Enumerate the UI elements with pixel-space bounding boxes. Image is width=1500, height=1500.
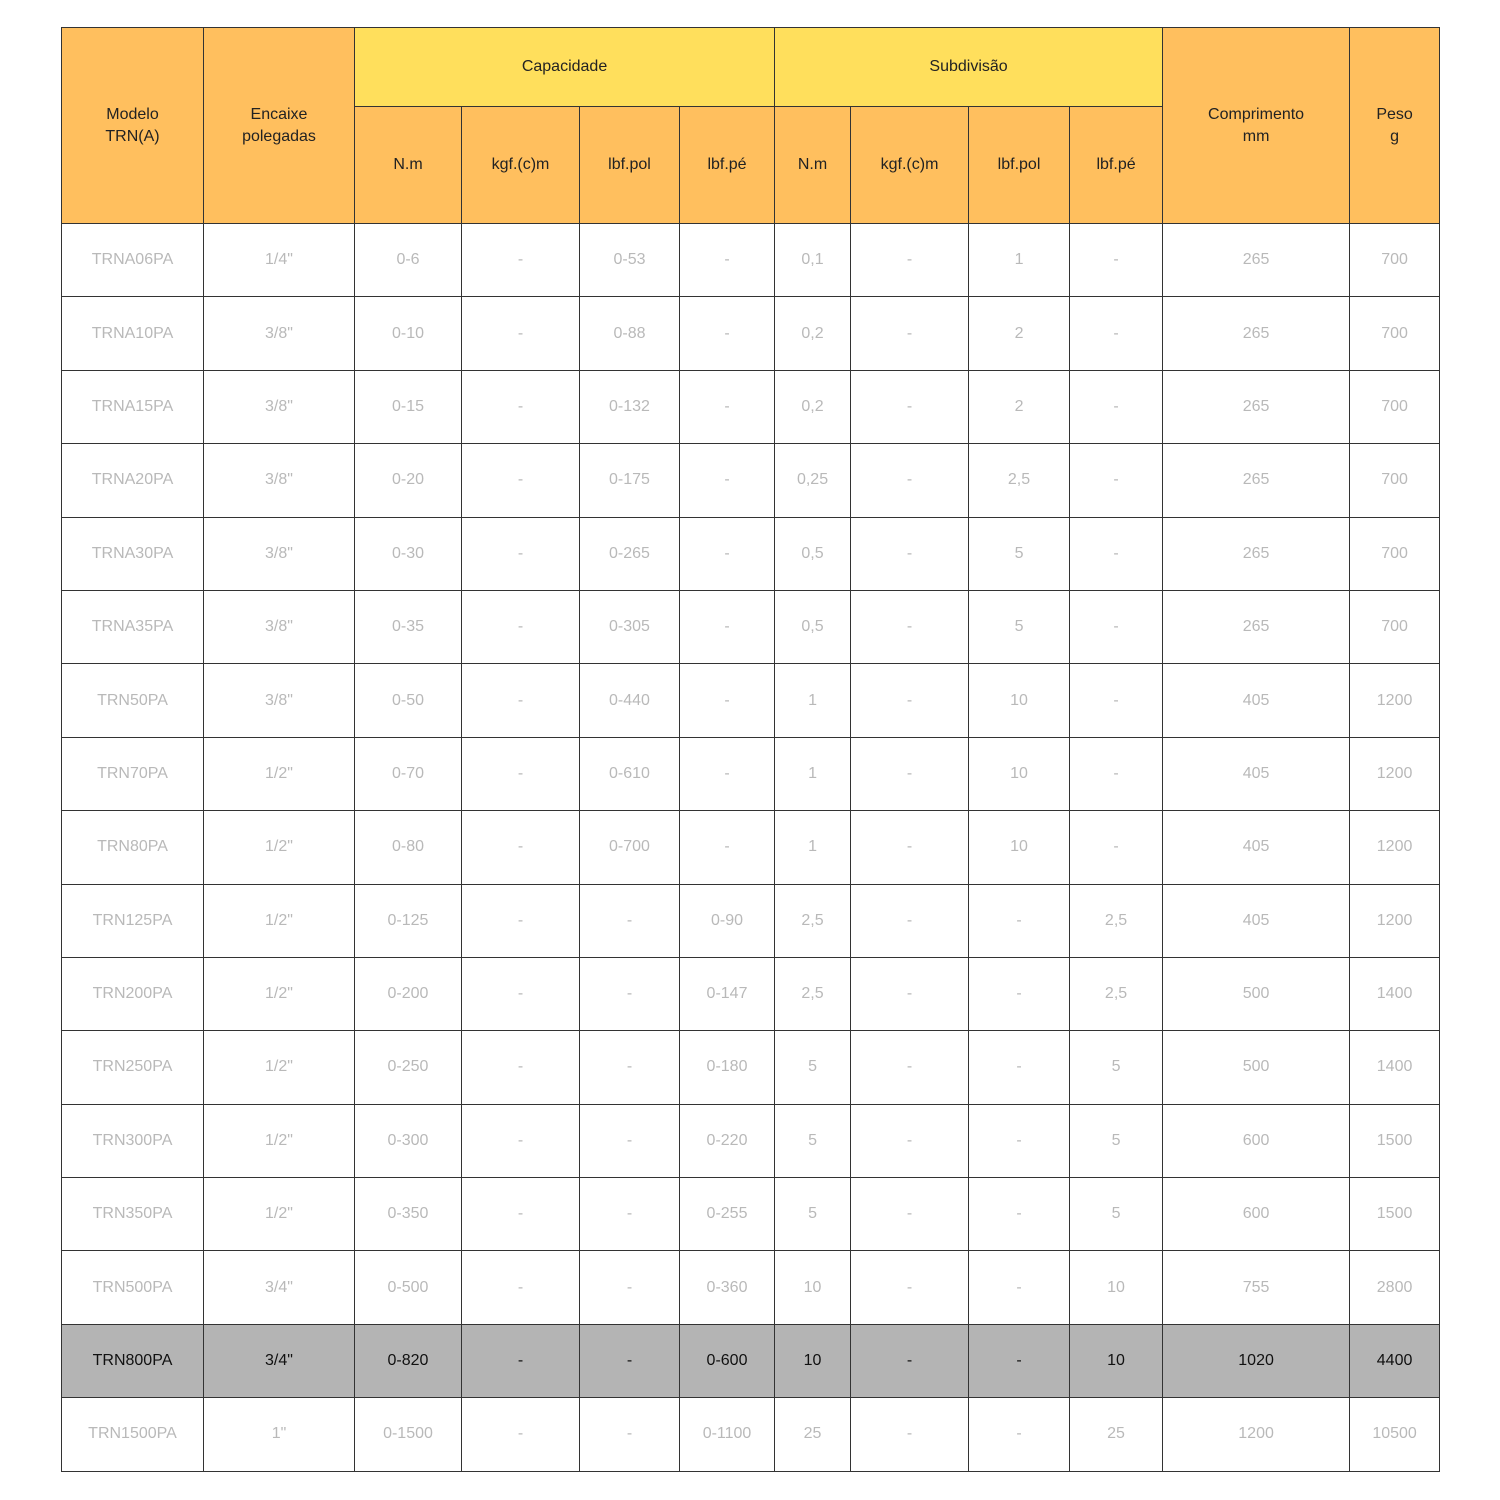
cell-sub-nm: 0,25	[775, 444, 851, 517]
header-sub-nm: N.m	[775, 107, 851, 224]
cell-encaixe: 1/2"	[204, 811, 355, 884]
cell-sub-lbfpe: 2,5	[1070, 957, 1163, 1030]
cell-peso: 1400	[1350, 1031, 1440, 1104]
cell-cap-lbfpe: 0-1100	[680, 1398, 775, 1471]
cell-cap-nm: 0-820	[355, 1324, 462, 1397]
cell-cap-kgfcm: -	[462, 811, 580, 884]
cell-encaixe: 1/2"	[204, 737, 355, 810]
cell-encaixe: 3/8"	[204, 297, 355, 370]
cell-cap-nm: 0-500	[355, 1251, 462, 1324]
cell-comprimento: 405	[1163, 884, 1350, 957]
table-row	[62, 1398, 1440, 1471]
cell-cap-lbfpe: -	[680, 590, 775, 663]
cell-cap-lbfpol: 0-610	[580, 737, 680, 810]
cell-cap-lbfpe: -	[680, 664, 775, 737]
cell-comprimento: 405	[1163, 737, 1350, 810]
cell-cap-kgfcm: -	[462, 1104, 580, 1177]
table-row	[62, 884, 1440, 957]
cell-sub-lbfpe: -	[1070, 811, 1163, 884]
cell-sub-lbfpe: -	[1070, 224, 1163, 297]
cell-sub-nm: 0,2	[775, 297, 851, 370]
cell-cap-kgfcm: -	[462, 957, 580, 1030]
cell-sub-kgfcm: -	[851, 444, 969, 517]
cell-encaixe: 1/2"	[204, 957, 355, 1030]
cell-comprimento: 1200	[1163, 1398, 1350, 1471]
cell-sub-lbfpol: -	[969, 1251, 1070, 1324]
cell-encaixe: 3/8"	[204, 370, 355, 443]
cell-encaixe: 3/4"	[204, 1324, 355, 1397]
table-row	[62, 370, 1440, 443]
cell-peso: 1500	[1350, 1178, 1440, 1251]
cell-sub-lbfpol: -	[969, 1324, 1070, 1397]
cell-cap-nm: 0-6	[355, 224, 462, 297]
cell-sub-lbfpe: 10	[1070, 1324, 1163, 1397]
cell-sub-kgfcm: -	[851, 957, 969, 1030]
cell-sub-lbfpol: 2	[969, 370, 1070, 443]
cell-comprimento: 405	[1163, 664, 1350, 737]
cell-cap-lbfpe: -	[680, 224, 775, 297]
cell-sub-nm: 1	[775, 664, 851, 737]
cell-sub-nm: 0,1	[775, 224, 851, 297]
cell-sub-lbfpol: -	[969, 1031, 1070, 1104]
cell-cap-kgfcm: -	[462, 517, 580, 590]
cell-peso: 700	[1350, 224, 1440, 297]
cell-peso: 700	[1350, 444, 1440, 517]
cell-sub-kgfcm: -	[851, 1031, 969, 1104]
cell-cap-lbfpol: -	[580, 1031, 680, 1104]
cell-cap-nm: 0-200	[355, 957, 462, 1030]
cell-sub-kgfcm: -	[851, 1104, 969, 1177]
cell-sub-nm: 1	[775, 811, 851, 884]
cell-sub-nm: 5	[775, 1104, 851, 1177]
cell-modelo: TRN1500PA	[62, 1398, 204, 1471]
cell-cap-lbfpol: 0-175	[580, 444, 680, 517]
cell-sub-lbfpe: 5	[1070, 1031, 1163, 1104]
cell-sub-kgfcm: -	[851, 811, 969, 884]
cell-cap-lbfpol: 0-305	[580, 590, 680, 663]
cell-sub-kgfcm: -	[851, 1251, 969, 1324]
header-sub-lbfpe: lbf.pé	[1070, 107, 1163, 224]
header-sub-kgfcm: kgf.(c)m	[851, 107, 969, 224]
cell-sub-lbfpol: -	[969, 1104, 1070, 1177]
cell-sub-lbfpe: -	[1070, 517, 1163, 590]
cell-cap-lbfpol: 0-88	[580, 297, 680, 370]
cell-cap-lbfpol: 0-700	[580, 811, 680, 884]
cell-modelo: TRN800PA	[62, 1324, 204, 1397]
cell-cap-nm: 0-250	[355, 1031, 462, 1104]
cell-cap-nm: 0-10	[355, 297, 462, 370]
cell-cap-nm: 0-125	[355, 884, 462, 957]
cell-sub-kgfcm: -	[851, 1178, 969, 1251]
header-cap-kgfcm: kgf.(c)m	[462, 107, 580, 224]
cell-cap-nm: 0-30	[355, 517, 462, 590]
cell-encaixe: 1/2"	[204, 884, 355, 957]
cell-comprimento: 265	[1163, 590, 1350, 663]
cell-peso: 1400	[1350, 957, 1440, 1030]
cell-encaixe: 3/8"	[204, 664, 355, 737]
cell-sub-lbfpol: -	[969, 957, 1070, 1030]
table-row	[62, 811, 1440, 884]
cell-sub-lbfpe: -	[1070, 664, 1163, 737]
cell-peso: 1200	[1350, 664, 1440, 737]
cell-sub-nm: 0,2	[775, 370, 851, 443]
cell-comprimento: 265	[1163, 444, 1350, 517]
table-row	[62, 444, 1440, 517]
cell-sub-lbfpol: -	[969, 884, 1070, 957]
cell-cap-kgfcm: -	[462, 1251, 580, 1324]
cell-sub-lbfpe: 25	[1070, 1398, 1163, 1471]
cell-peso: 1200	[1350, 737, 1440, 810]
cell-cap-lbfpol: -	[580, 1178, 680, 1251]
cell-sub-kgfcm: -	[851, 517, 969, 590]
cell-sub-nm: 10	[775, 1324, 851, 1397]
cell-modelo: TRN250PA	[62, 1031, 204, 1104]
cell-sub-kgfcm: -	[851, 737, 969, 810]
cell-cap-nm: 0-80	[355, 811, 462, 884]
cell-sub-kgfcm: -	[851, 1324, 969, 1397]
table-row	[62, 224, 1440, 297]
cell-sub-nm: 2,5	[775, 884, 851, 957]
cell-sub-lbfpe: -	[1070, 444, 1163, 517]
cell-modelo: TRN70PA	[62, 737, 204, 810]
cell-modelo: TRNA10PA	[62, 297, 204, 370]
table-row	[62, 1178, 1440, 1251]
cell-modelo: TRNA06PA	[62, 224, 204, 297]
cell-encaixe: 1/2"	[204, 1178, 355, 1251]
cell-cap-kgfcm: -	[462, 370, 580, 443]
cell-sub-kgfcm: -	[851, 1398, 969, 1471]
header-peso: Peso g	[1350, 28, 1440, 224]
cell-modelo: TRN50PA	[62, 664, 204, 737]
cell-modelo: TRN125PA	[62, 884, 204, 957]
cell-peso: 1500	[1350, 1104, 1440, 1177]
cell-cap-nm: 0-350	[355, 1178, 462, 1251]
cell-sub-nm: 5	[775, 1178, 851, 1251]
cell-sub-nm: 0,5	[775, 590, 851, 663]
cell-peso: 700	[1350, 370, 1440, 443]
cell-sub-kgfcm: -	[851, 297, 969, 370]
cell-cap-kgfcm: -	[462, 1031, 580, 1104]
cell-encaixe: 1"	[204, 1398, 355, 1471]
cell-cap-kgfcm: -	[462, 1324, 580, 1397]
cell-sub-kgfcm: -	[851, 884, 969, 957]
cell-comprimento: 500	[1163, 957, 1350, 1030]
cell-cap-nm: 0-50	[355, 664, 462, 737]
cell-sub-lbfpol: 1	[969, 224, 1070, 297]
table-row	[62, 590, 1440, 663]
cell-cap-nm: 0-35	[355, 590, 462, 663]
header-comprimento: Comprimento mm	[1163, 28, 1350, 224]
cell-cap-nm: 0-15	[355, 370, 462, 443]
cell-modelo: TRN350PA	[62, 1178, 204, 1251]
cell-cap-lbfpol: 0-53	[580, 224, 680, 297]
table-row	[62, 737, 1440, 810]
table-row	[62, 1104, 1440, 1177]
cell-cap-lbfpe: 0-90	[680, 884, 775, 957]
cell-cap-lbfpe: 0-180	[680, 1031, 775, 1104]
cell-cap-kgfcm: -	[462, 737, 580, 810]
cell-sub-lbfpol: 2,5	[969, 444, 1070, 517]
cell-comprimento: 500	[1163, 1031, 1350, 1104]
cell-sub-kgfcm: -	[851, 664, 969, 737]
cell-comprimento: 600	[1163, 1178, 1350, 1251]
table-row	[62, 957, 1440, 1030]
cell-cap-kgfcm: -	[462, 884, 580, 957]
cell-cap-lbfpol: -	[580, 1398, 680, 1471]
cell-encaixe: 1/4"	[204, 224, 355, 297]
cell-cap-lbfpe: 0-220	[680, 1104, 775, 1177]
cell-cap-lbfpe: -	[680, 737, 775, 810]
cell-cap-lbfpol: -	[580, 884, 680, 957]
cell-peso: 2800	[1350, 1251, 1440, 1324]
cell-modelo: TRN200PA	[62, 957, 204, 1030]
cell-sub-lbfpe: 10	[1070, 1251, 1163, 1324]
cell-cap-lbfpe: -	[680, 297, 775, 370]
table-row	[62, 1324, 1440, 1397]
cell-peso: 1200	[1350, 884, 1440, 957]
cell-comprimento: 405	[1163, 811, 1350, 884]
cell-modelo: TRNA35PA	[62, 590, 204, 663]
header-sub-lbfpol: lbf.pol	[969, 107, 1070, 224]
cell-comprimento: 265	[1163, 224, 1350, 297]
cell-peso: 4400	[1350, 1324, 1440, 1397]
header-capacidade: Capacidade	[355, 28, 775, 107]
cell-sub-nm: 10	[775, 1251, 851, 1324]
cell-comprimento: 265	[1163, 517, 1350, 590]
cell-encaixe: 1/2"	[204, 1031, 355, 1104]
cell-modelo: TRN80PA	[62, 811, 204, 884]
cell-cap-kgfcm: -	[462, 297, 580, 370]
cell-sub-lbfpe: 5	[1070, 1104, 1163, 1177]
cell-encaixe: 1/2"	[204, 1104, 355, 1177]
table-row	[62, 297, 1440, 370]
cell-cap-nm: 0-300	[355, 1104, 462, 1177]
cell-cap-lbfpe: -	[680, 517, 775, 590]
table-header	[62, 28, 1440, 224]
cell-cap-nm: 0-70	[355, 737, 462, 810]
cell-peso: 700	[1350, 590, 1440, 663]
cell-modelo: TRNA20PA	[62, 444, 204, 517]
cell-cap-nm: 0-20	[355, 444, 462, 517]
table-row	[62, 517, 1440, 590]
cell-cap-lbfpol: -	[580, 957, 680, 1030]
cell-cap-lbfpe: 0-600	[680, 1324, 775, 1397]
cell-encaixe: 3/4"	[204, 1251, 355, 1324]
cell-sub-kgfcm: -	[851, 590, 969, 663]
cell-comprimento: 600	[1163, 1104, 1350, 1177]
header-encaixe: Encaixe polegadas	[204, 28, 355, 224]
cell-cap-kgfcm: -	[462, 1178, 580, 1251]
cell-cap-kgfcm: -	[462, 664, 580, 737]
table-row	[62, 664, 1440, 737]
cell-sub-kgfcm: -	[851, 224, 969, 297]
cell-modelo: TRN500PA	[62, 1251, 204, 1324]
cell-cap-kgfcm: -	[462, 590, 580, 663]
cell-peso: 10500	[1350, 1398, 1440, 1471]
cell-peso: 700	[1350, 517, 1440, 590]
cell-sub-nm: 1	[775, 737, 851, 810]
cell-modelo: TRNA30PA	[62, 517, 204, 590]
cell-cap-lbfpe: 0-147	[680, 957, 775, 1030]
cell-sub-kgfcm: -	[851, 370, 969, 443]
cell-sub-nm: 2,5	[775, 957, 851, 1030]
table-body	[62, 224, 1440, 1472]
cell-encaixe: 3/8"	[204, 590, 355, 663]
header-cap-lbfpol: lbf.pol	[580, 107, 680, 224]
cell-sub-nm: 0,5	[775, 517, 851, 590]
table-row	[62, 1031, 1440, 1104]
cell-peso: 1200	[1350, 811, 1440, 884]
cell-sub-lbfpe: -	[1070, 737, 1163, 810]
cell-cap-lbfpe: -	[680, 811, 775, 884]
cell-sub-nm: 25	[775, 1398, 851, 1471]
cell-sub-lbfpol: -	[969, 1398, 1070, 1471]
cell-sub-lbfpe: 2,5	[1070, 884, 1163, 957]
cell-cap-kgfcm: -	[462, 224, 580, 297]
cell-comprimento: 265	[1163, 370, 1350, 443]
cell-sub-lbfpol: 10	[969, 664, 1070, 737]
cell-sub-lbfpol: 5	[969, 590, 1070, 663]
cell-sub-lbfpol: 2	[969, 297, 1070, 370]
header-subdivisao: Subdivisão	[775, 28, 1163, 107]
cell-cap-kgfcm: -	[462, 1398, 580, 1471]
cell-sub-lbfpe: -	[1070, 590, 1163, 663]
cell-sub-lbfpol: 5	[969, 517, 1070, 590]
cell-sub-lbfpe: -	[1070, 297, 1163, 370]
cell-cap-lbfpe: -	[680, 444, 775, 517]
cell-cap-lbfpe: 0-255	[680, 1178, 775, 1251]
cell-encaixe: 3/8"	[204, 517, 355, 590]
cell-comprimento: 755	[1163, 1251, 1350, 1324]
header-modelo: Modelo TRN(A)	[62, 28, 204, 224]
cell-cap-lbfpe: -	[680, 370, 775, 443]
table-row	[62, 1251, 1440, 1324]
cell-sub-lbfpe: 5	[1070, 1178, 1163, 1251]
cell-cap-lbfpol: -	[580, 1104, 680, 1177]
cell-sub-lbfpol: -	[969, 1178, 1070, 1251]
cell-modelo: TRNA15PA	[62, 370, 204, 443]
cell-comprimento: 265	[1163, 297, 1350, 370]
cell-cap-kgfcm: -	[462, 444, 580, 517]
cell-cap-lbfpol: 0-440	[580, 664, 680, 737]
cell-cap-lbfpol: -	[580, 1324, 680, 1397]
header-cap-lbfpe: lbf.pé	[680, 107, 775, 224]
cell-sub-lbfpe: -	[1070, 370, 1163, 443]
cell-sub-lbfpol: 10	[969, 737, 1070, 810]
cell-cap-lbfpol: 0-132	[580, 370, 680, 443]
cell-peso: 700	[1350, 297, 1440, 370]
cell-comprimento: 1020	[1163, 1324, 1350, 1397]
header-cap-nm: N.m	[355, 107, 462, 224]
cell-encaixe: 3/8"	[204, 444, 355, 517]
cell-cap-lbfpol: -	[580, 1251, 680, 1324]
cell-sub-lbfpol: 10	[969, 811, 1070, 884]
cell-cap-nm: 0-1500	[355, 1398, 462, 1471]
cell-cap-lbfpol: 0-265	[580, 517, 680, 590]
cell-sub-nm: 5	[775, 1031, 851, 1104]
torque-wrench-spec-table	[61, 27, 1440, 1472]
cell-modelo: TRN300PA	[62, 1104, 204, 1177]
cell-cap-lbfpe: 0-360	[680, 1251, 775, 1324]
